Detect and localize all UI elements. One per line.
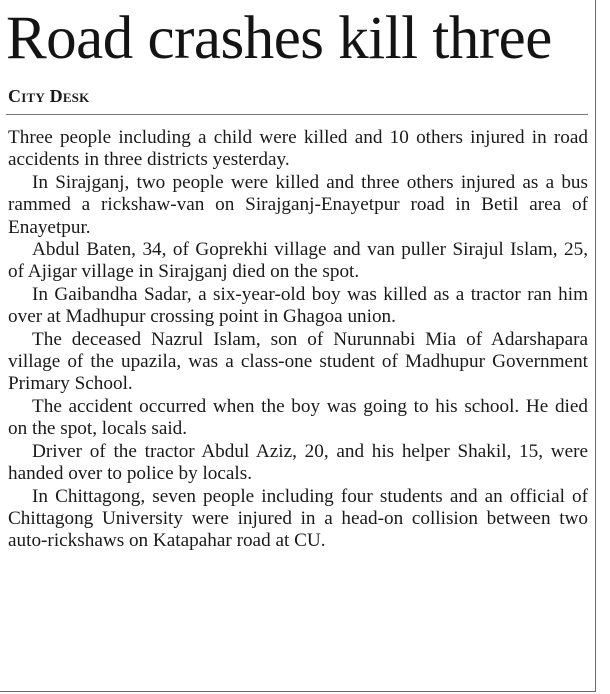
paragraph-3: Abdul Baten, 34, of Goprekhi village and van puller Sirajul Islam, 25, of Ajigar village in Sirajganj died on the spot. — [8, 239, 588, 283]
paragraph-1: Three people including a child were killed and 10 others injured in road accidents in three districts yesterday. — [8, 127, 588, 171]
paragraph-6: The accident occurred when the boy was going to his school. He died on the spot, locals said. — [8, 395, 588, 440]
headline: Road crashes kill three — [6, 5, 552, 72]
paragraph-8: In Chittagong, seven people including four students and an official of Chittagong University were injured in a head-on collision between two auto-rickshaws on Katapahar road at CU. — [8, 485, 588, 552]
byline: City Desk — [8, 86, 90, 106]
paragraph-7: Driver of the tractor Abdul Aziz, 20, and his helper Shakil, 15, were handed over to police by locals. — [8, 440, 588, 485]
paragraph-4: In Gaibandha Sadar, a six-year-old boy was killed as a tractor ran him over at Madhupur crossing point in Ghagoa union. — [8, 283, 588, 328]
divider-rule — [6, 114, 588, 115]
article-body — [8, 127, 588, 553]
paragraph-2: In Sirajganj, two people were killed and three others injured as a bus rammed a rickshaw-van on Sirajganj-Enayetpur road in Betil area of Enayetpur. — [8, 171, 588, 238]
paragraph-5: The deceased Nazrul Islam, son of Nurunnabi Mia of Adarshapara village of the upazila, was a class-one student of Madhupur Government Primary School. — [8, 328, 588, 395]
